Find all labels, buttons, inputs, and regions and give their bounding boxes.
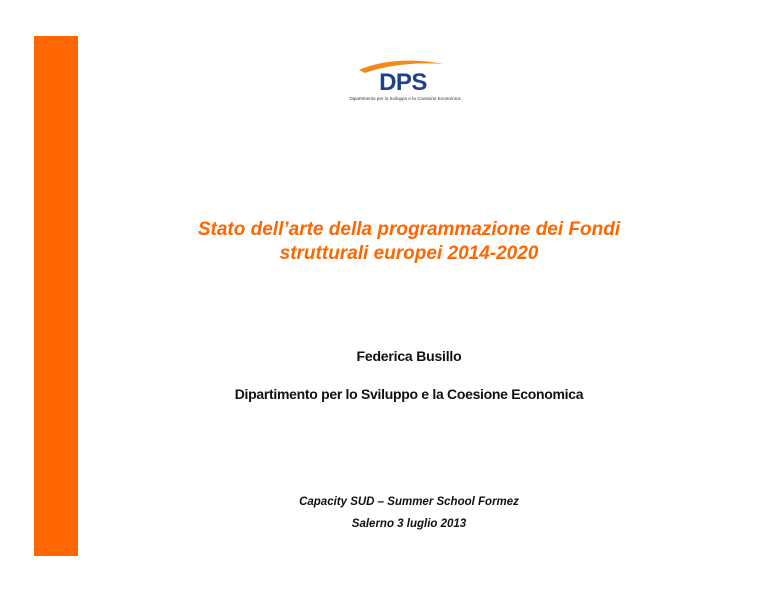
author-name: Federica Busillo: [356, 348, 462, 364]
dps-logo: [345, 56, 465, 106]
logo-text: DPS: [379, 69, 427, 96]
title-line-2: strutturali europei 2014-2020: [279, 243, 539, 264]
orange-side-bar: [34, 36, 78, 556]
event-date: Salerno 3 luglio 2013: [351, 518, 467, 530]
dps-logo-icon: [345, 56, 465, 96]
event-name: Capacity SUD – Summer School Formez: [299, 496, 519, 508]
presentation-title: [100, 218, 718, 266]
title-line-1: Stato dell’arte della programmazione dei Fondi: [197, 219, 621, 240]
logo-subtitle: Dipartimento per lo Sviluppo e la Coesione Economica: [349, 96, 461, 101]
author-department: Dipartimento per lo Sviluppo e la Coesione Economica: [234, 386, 584, 402]
